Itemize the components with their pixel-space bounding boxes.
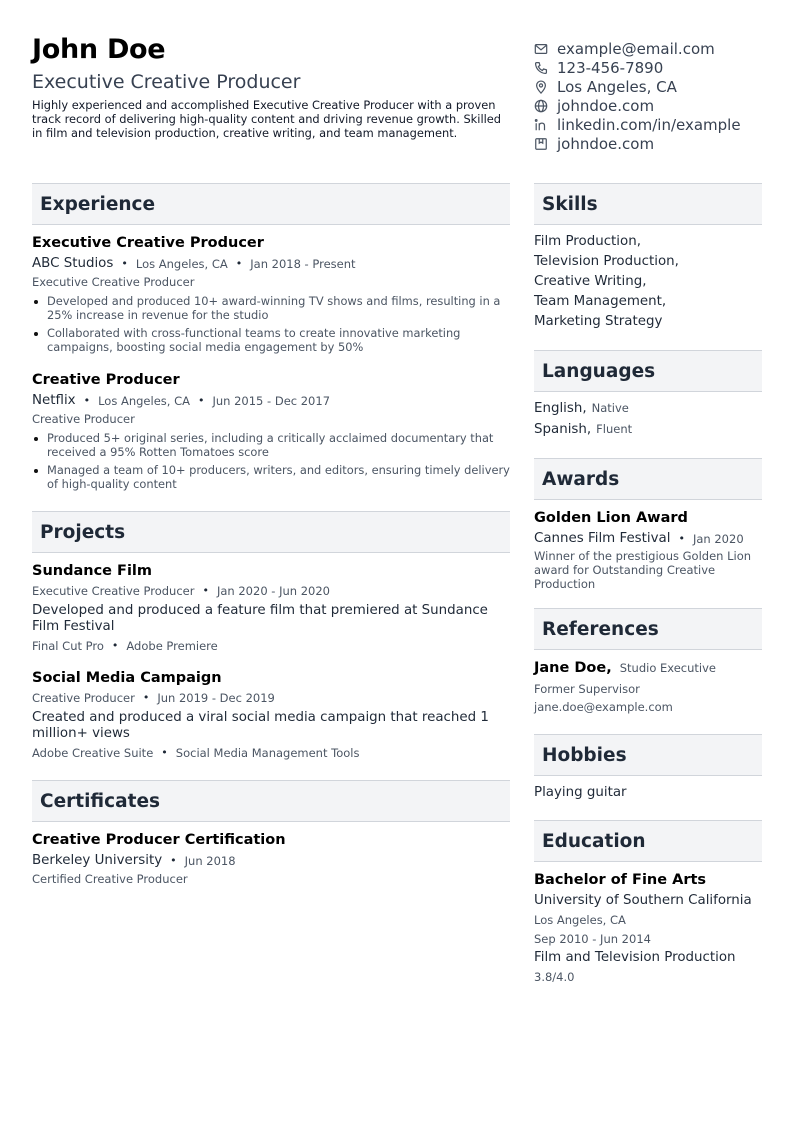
project-role: Creative Producer <box>32 691 135 705</box>
projects-heading: Projects <box>32 511 510 553</box>
contact-linkedin[interactable] <box>534 115 762 134</box>
project-description: Developed and produced a feature film that premiered at Sundance Film Festival <box>32 603 488 634</box>
education-dates: Sep 2010 - Jun 2014 <box>534 932 651 946</box>
award-meta: Cannes Film Festival • Jan 2020 <box>534 531 744 546</box>
award-title: Golden Lion Award <box>534 510 688 526</box>
mail-icon <box>534 42 548 56</box>
job-bullet: Produced 5+ original series, including a critically acclaimed documentary that received a 95% Rotten Tomatoes score <box>32 431 510 459</box>
language-proficiency: Native <box>591 401 629 415</box>
job-location: Los Angeles, CA <box>98 394 190 408</box>
resume-page <box>32 34 762 984</box>
references-heading: References <box>534 608 762 650</box>
certificates-heading: Certificates <box>32 780 510 822</box>
award-entry <box>534 509 762 591</box>
job-company: Netflix <box>32 393 76 408</box>
project-tool: Final Cut Pro <box>32 639 104 653</box>
skills-heading: Skills <box>534 183 762 225</box>
job-meta: Netflix • Los Angeles, CA • Jun 2015 - Dec 2017 <box>32 393 331 408</box>
certificate-title: Creative Producer Certification <box>32 832 286 848</box>
award-date: Jan 2020 <box>692 532 744 546</box>
language-name: Spanish, <box>534 422 592 437</box>
skill-item: Creative Writing, <box>534 274 647 289</box>
contact-location <box>534 77 762 96</box>
award-summary: Winner of the prestigious Golden Lion award for Outstanding Creative Production <box>534 549 752 591</box>
contact-portfolio-text[interactable]: johndoe.com <box>557 134 655 153</box>
job-bullets <box>32 294 510 354</box>
hobby-item: Playing guitar <box>534 785 627 800</box>
project-tool: Social Media Management Tools <box>175 746 360 760</box>
project-description: Created and produced a viral social media campaign that reached 1 million+ views <box>32 710 489 741</box>
education-school: University of Southern California <box>534 893 752 908</box>
job-dates: Jan 2018 - Present <box>250 257 356 271</box>
contact-list <box>534 39 762 153</box>
certificate-meta: Berkeley University • Jun 2018 <box>32 853 236 868</box>
job-meta: ABC Studios • Los Angeles, CA • Jan 2018 - Present <box>32 256 356 271</box>
education-location: Los Angeles, CA <box>534 913 626 927</box>
project-tools: Adobe Creative Suite • Social Media Management Tools <box>32 746 360 760</box>
project-title: Sundance Film <box>32 563 153 579</box>
project-tools: Final Cut Pro • Adobe Premiere <box>32 639 218 653</box>
project-dates: Jun 2019 - Dec 2019 <box>157 691 275 705</box>
job-bullets <box>32 431 510 491</box>
project-entry <box>32 669 510 761</box>
skill-item: Team Management, <box>534 294 667 309</box>
resume-header <box>32 34 762 183</box>
candidate-summary: Highly experienced and accomplished Executive Creative Producer with a proven track record of delivering high-quality content and driving revenue growth. Skilled in film and television production, creative writing, and team management. <box>32 98 502 140</box>
education-gpa: 3.8/4.0 <box>534 970 575 984</box>
reference-position: Studio Executive <box>619 661 717 675</box>
skill-item: Marketing Strategy <box>534 314 663 329</box>
contact-email-text[interactable]: example@email.com <box>557 39 715 58</box>
project-tool: Adobe Creative Suite <box>32 746 154 760</box>
globe-icon <box>534 99 548 113</box>
portfolio-icon <box>534 137 548 151</box>
language-proficiency: Fluent <box>596 422 633 436</box>
map-pin-icon <box>534 80 548 94</box>
project-dates: Jan 2020 - Jun 2020 <box>216 584 330 598</box>
skill-item: Film Production, <box>534 234 641 249</box>
reference-email[interactable]: jane.doe@example.com <box>534 700 673 714</box>
reference-meta <box>534 659 762 677</box>
job-title: Executive Creative Producer <box>32 235 264 251</box>
job-bullet: Managed a team of 10+ producers, writers, and editors, ensuring timely delivery of high-quality content <box>32 463 510 491</box>
languages-heading: Languages <box>534 350 762 392</box>
reference-entry <box>534 659 762 715</box>
reference-relationship: Former Supervisor <box>534 682 640 696</box>
education-field: Film and Television Production <box>534 950 736 965</box>
experience-entry <box>32 234 510 354</box>
job-bullet: Collaborated with cross-functional teams to create innovative marketing campaigns, boosting social media engagement by 50% <box>32 326 510 354</box>
certificate-entry <box>32 831 510 887</box>
education-entry <box>534 871 762 985</box>
hobbies-heading: Hobbies <box>534 734 762 776</box>
job-company: ABC Studios <box>32 256 114 271</box>
linkedin-icon <box>534 118 548 132</box>
contact-website-text[interactable]: johndoe.com <box>557 96 655 115</box>
experience-heading: Experience <box>32 183 510 225</box>
contact-location-text: Los Angeles, CA <box>557 77 677 96</box>
candidate-name: John Doe <box>32 34 166 65</box>
contact-email[interactable] <box>534 39 762 58</box>
project-meta: Executive Creative Producer • Jan 2020 - Jun 2020 <box>32 584 330 598</box>
language-name: English, <box>534 401 587 416</box>
project-title: Social Media Campaign <box>32 670 222 686</box>
certificate-date: Jun 2018 <box>184 854 236 868</box>
contact-website[interactable] <box>534 96 762 115</box>
contact-linkedin-text[interactable]: linkedin.com/in/example <box>557 115 741 134</box>
contact-portfolio[interactable] <box>534 134 762 153</box>
candidate-headline: Executive Creative Producer <box>32 71 301 93</box>
project-role: Executive Creative Producer <box>32 584 195 598</box>
sidebar-column <box>534 183 762 985</box>
language-item <box>534 398 762 419</box>
education-degree: Bachelor of Fine Arts <box>534 872 707 888</box>
hobbies-list <box>534 783 762 803</box>
job-location: Los Angeles, CA <box>135 257 228 271</box>
contact-phone[interactable] <box>534 58 762 77</box>
job-role: Executive Creative Producer <box>32 275 195 289</box>
main-column <box>32 183 510 887</box>
job-dates: Jun 2015 - Dec 2017 <box>212 394 331 408</box>
project-entry <box>32 562 510 654</box>
skills-list <box>534 232 762 332</box>
certificate-issuer: Berkeley University <box>32 853 163 868</box>
job-role: Creative Producer <box>32 412 135 426</box>
project-meta: Creative Producer • Jun 2019 - Dec 2019 <box>32 691 275 705</box>
job-bullet: Developed and produced 10+ award-winning TV shows and films, resulting in a 25% increase in revenue for the studio <box>32 294 510 322</box>
project-tool: Adobe Premiere <box>126 639 218 653</box>
language-item <box>534 419 762 440</box>
languages-list <box>534 398 762 440</box>
contact-phone-text[interactable]: 123-456-7890 <box>557 58 664 77</box>
skill-item: Television Production, <box>534 254 679 269</box>
awards-heading: Awards <box>534 458 762 500</box>
experience-entry <box>32 371 510 491</box>
education-heading: Education <box>534 820 762 862</box>
reference-name: Jane Doe, <box>534 660 612 676</box>
job-title: Creative Producer <box>32 372 180 388</box>
phone-icon <box>534 61 548 75</box>
award-awarder: Cannes Film Festival <box>534 531 671 546</box>
certificate-summary: Certified Creative Producer <box>32 872 188 886</box>
